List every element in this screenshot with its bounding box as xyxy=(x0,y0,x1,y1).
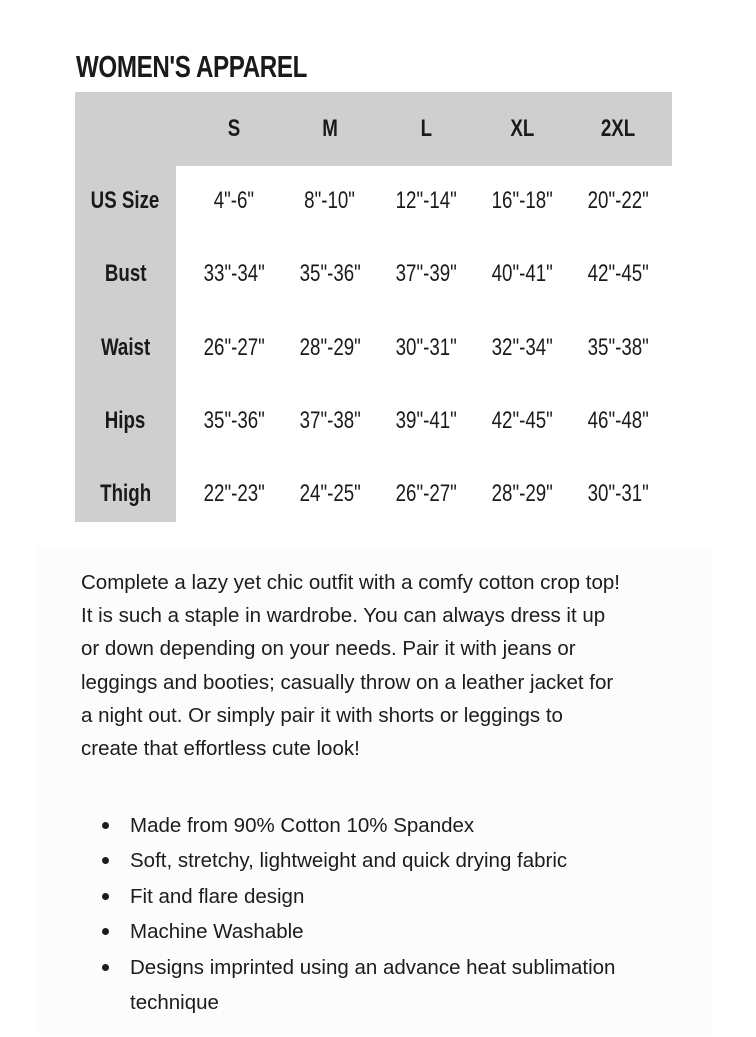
row-label-hips: Hips xyxy=(105,407,146,434)
table-cell: 37"-39" xyxy=(395,260,457,287)
product-description-panel xyxy=(37,546,712,1034)
row-label-us-size: US Size xyxy=(91,187,160,214)
list-item: Fit and flare design xyxy=(81,879,641,914)
size-header: M xyxy=(322,115,338,142)
table-cell: 22"-23" xyxy=(203,480,265,507)
table-cell: 24"-25" xyxy=(299,480,361,507)
table-cell: 35"-38" xyxy=(587,334,649,361)
table-cell: 4"-6" xyxy=(213,187,255,214)
row-label-thigh: Thigh xyxy=(100,480,151,507)
list-item: Designs imprinted using an advance heat sublimation technique xyxy=(81,950,641,1021)
bullet-icon xyxy=(102,964,109,971)
table-cell: 39"-41" xyxy=(395,407,457,434)
table-cell: 40"-41" xyxy=(491,260,553,287)
table-cell: 32"-34" xyxy=(491,334,553,361)
list-item: Made from 90% Cotton 10% Spandex xyxy=(81,808,641,843)
table-cell: 33"-34" xyxy=(203,260,265,287)
table-cell: 16"-18" xyxy=(491,187,553,214)
bullet-icon xyxy=(102,928,109,935)
row-label-bust: Bust xyxy=(104,260,147,287)
table-cell: 30"-31" xyxy=(395,334,457,361)
row-label-waist: Waist xyxy=(100,334,151,361)
table-cell: 8"-10" xyxy=(304,187,356,214)
product-description: Complete a lazy yet chic outfit with a comfy cotton crop top! It is such a staple in wardrobe. You can always dress it up or down depending on your needs. Pair it with jeans or leggings and booties; casually throw on a leather jacket for a night out. Or simply pair it with shorts or leggings to create that effortless cute look! xyxy=(81,571,620,761)
table-cell: 26"-27" xyxy=(395,480,457,507)
table-cell: 42"-45" xyxy=(587,260,649,287)
table-cell: 42"-45" xyxy=(491,407,553,434)
size-header: L xyxy=(420,115,432,142)
page-title: WOMEN'S APPAREL xyxy=(76,49,307,84)
table-cell: 35"-36" xyxy=(203,407,265,434)
bullet-icon xyxy=(102,857,109,864)
table-cell: 28"-29" xyxy=(491,480,553,507)
bullet-icon xyxy=(102,893,109,900)
table-cell: 26"-27" xyxy=(203,334,265,361)
table-cell: 37"-38" xyxy=(299,407,361,434)
size-header: 2XL xyxy=(600,115,636,142)
size-header: S xyxy=(227,115,241,142)
list-item: Machine Washable xyxy=(81,914,641,949)
table-cell: 30"-31" xyxy=(587,480,649,507)
feature-list xyxy=(81,808,641,1020)
bullet-icon xyxy=(102,822,109,829)
table-cell: 12"-14" xyxy=(395,187,457,214)
table-cell: 35"-36" xyxy=(299,260,361,287)
list-item: Soft, stretchy, lightweight and quick drying fabric xyxy=(81,843,641,878)
size-header: XL xyxy=(510,115,534,142)
table-cell: 28"-29" xyxy=(299,334,361,361)
table-cell: 46"-48" xyxy=(587,407,649,434)
table-cell: 20"-22" xyxy=(587,187,649,214)
size-chart-table xyxy=(75,92,672,522)
